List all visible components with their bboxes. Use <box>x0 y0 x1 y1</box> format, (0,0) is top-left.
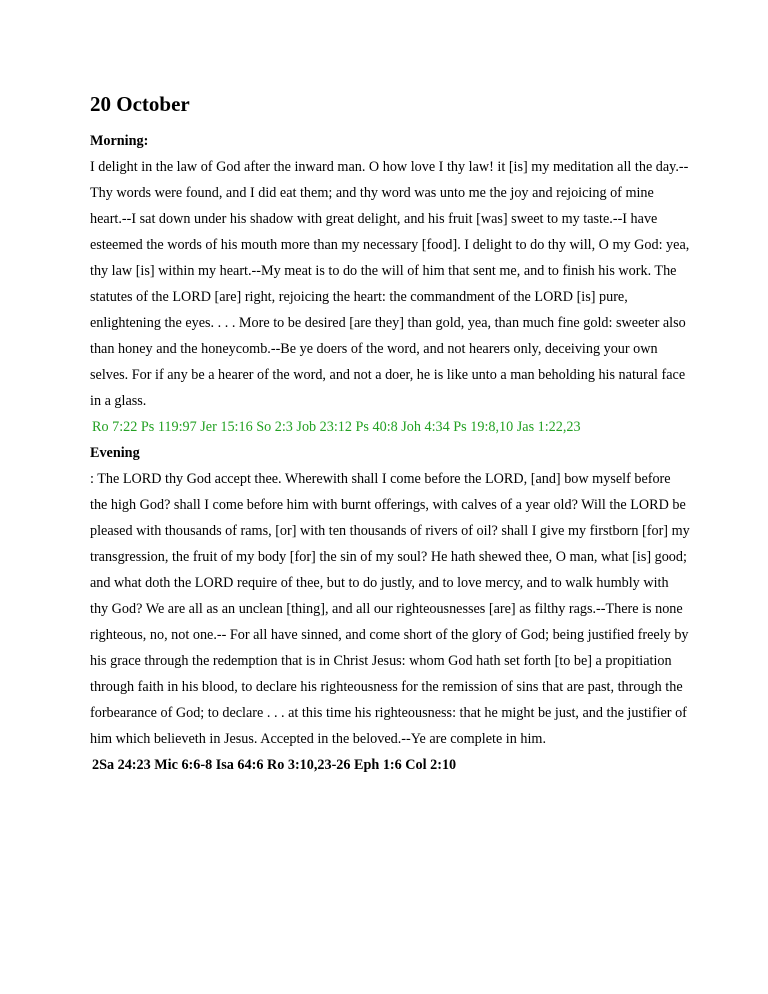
morning-label: Morning: <box>90 133 149 149</box>
morning-section <box>90 128 690 440</box>
evening-section <box>90 440 690 778</box>
morning-text: I delight in the law of God after the inward man. O how love I thy law! it [is] my meditation all the day.--Thy words were found, and I did eat them; and thy word was unto me the joy and rejoicing of mine heart.--I sat down under his shadow with great delight, and his fruit [was] sweet to my taste.--I have esteemed the words of his mouth more than my necessary [food]. I delight to do thy will, O my God: yea, thy law [is] within my heart.--My meat is to do the will of him that sent me, and to finish his work. The statutes of the LORD [are] right, rejoicing the heart: the commandment of the LORD [is] pure, enlightening the eyes. . . . More to be desired [are they] than gold, yea, than much fine gold: sweeter also than honey and the honeycomb.--Be ye doers of the word, and not hearers only, deceiving your own selves. For if any be a hearer of the word, and not a doer, he is like unto a man beholding his natural face in a glass. <box>90 159 690 409</box>
devotional-page <box>90 88 690 778</box>
date-title: 20 October <box>90 92 190 116</box>
evening-label: Evening <box>90 445 140 461</box>
morning-references: Ro 7:22 Ps 119:97 Jer 15:16 So 2:3 Job 23:12 Ps 40:8 Joh 4:34 Ps 19:8,10 Jas 1:22,23 <box>92 419 581 435</box>
evening-text: : The LORD thy God accept thee. Wherewith shall I come before the LORD, [and] bow myself before the high God? shall I come before him with burnt offerings, with calves of a year old? Will the LORD be pleased with thousands of rams, [or] with ten thousands of rivers of oil? shall I give my firstborn [for] my transgression, the fruit of my body [for] the sin of my soul? He hath shewed thee, O man, what [is] good; and what doth the LORD require of thee, but to do justly, and to love mercy, and to walk humbly with thy God? We are all as an unclean [thing], and all our righteousnesses [are] as filthy rags.--There is none righteous, no, not one.-- For all have sinned, and come short of the glory of God; being justified freely by his grace through the redemption that is in Christ Jesus: whom God hath set forth [to be] a propitiation through faith in his blood, to declare his righteousness for the remission of sins that are past, through the forbearance of God; to declare . . . at this time his righteousness: that he might be just, and the justifier of him which believeth in Jesus. Accepted in the beloved.--Ye are complete in him. <box>90 471 690 747</box>
evening-references: 2Sa 24:23 Mic 6:6-8 Isa 64:6 Ro 3:10,23-26 Eph 1:6 Col 2:10 <box>92 757 457 773</box>
